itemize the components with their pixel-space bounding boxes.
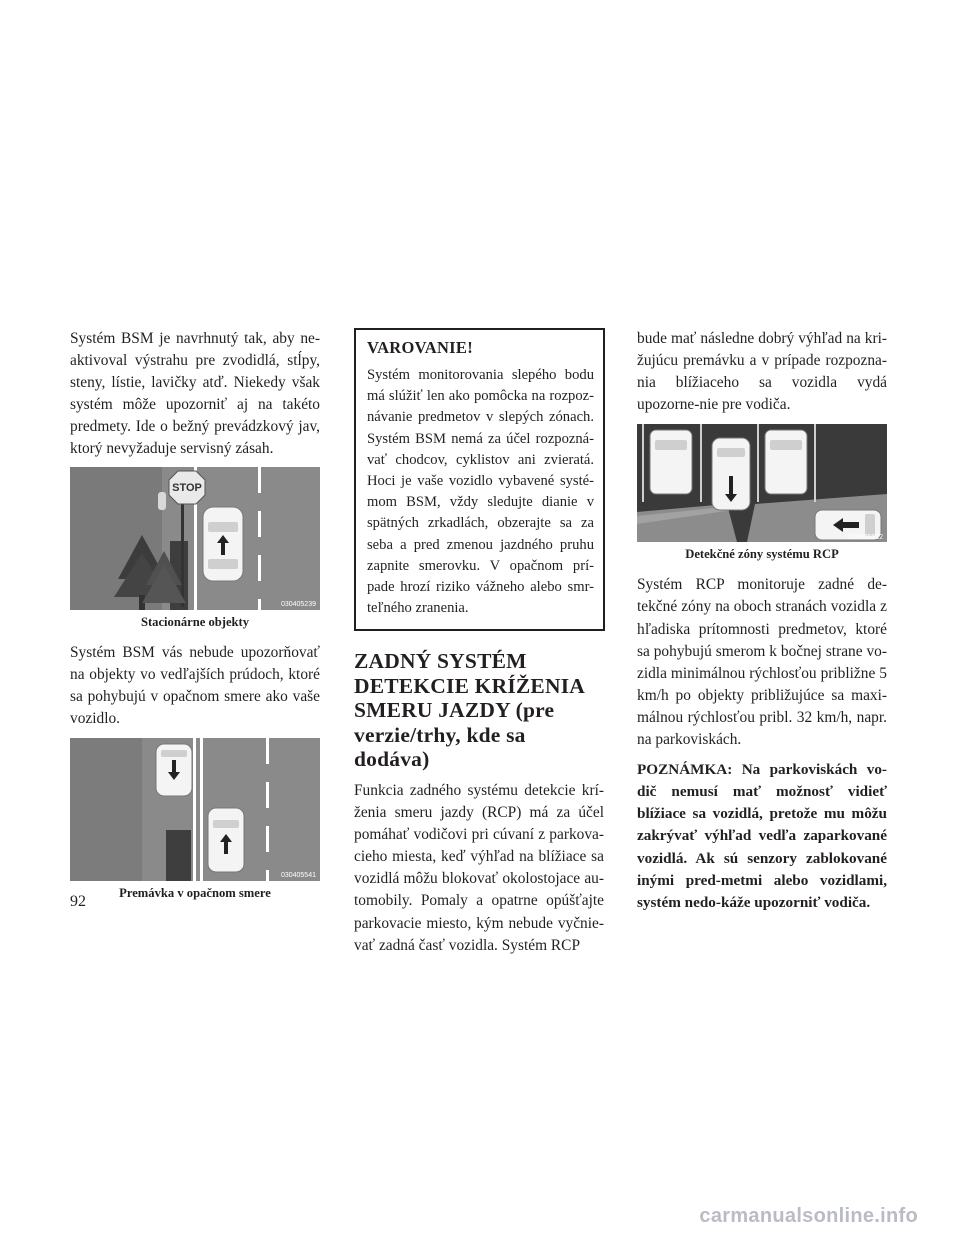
stop-sign-text: STOP	[172, 481, 202, 494]
figure-rcp-zones	[637, 424, 887, 562]
figure1-caption: Stacionárne objekty	[140, 614, 250, 629]
figure-stationary-objects	[70, 467, 320, 630]
figure-opposite-traffic	[70, 738, 320, 901]
stationary-objects-illustration	[70, 467, 320, 610]
figure1-id: 030405239	[280, 600, 316, 608]
column-middle	[354, 328, 604, 957]
paragraph-rcp-continuation: bude mať následne dobrý výhľad na kri-žujúcu premávku a v prípade rozpozna-nia blížiaceho sa vozidla vydá upozorne-nie pre vodiča.	[637, 330, 887, 414]
paragraph-bsm-false-alerts: Systém BSM je navrhnutý tak, aby ne-aktivoval výstrahu pre zvodidlá, stĺpy, steny, lístie, lavičky atď. Niekedy však systém môže upozorniť aj na takéto predmety. Ide o bežný prevádzkový jav, ktorý nevyžaduje servisný zásah.	[70, 330, 320, 458]
note-paragraph: POZNÁMKA: Na parkoviskách vo-dič nemusí mať možnosť vidieť blížiace sa vozidlá, pretože mu môžu zakrývať výhľad vedľa zaparkované vozidlá. Ak sú senzory zablokované inými pred-metmi alebo vozidlami, systém nedo-káže upozorniť vodiča.	[637, 761, 887, 911]
section-heading	[354, 649, 604, 772]
column-right	[637, 328, 887, 914]
figure3-id: 030405522	[847, 534, 883, 542]
section-heading-main: ZADNÝ SYSTÉM DETEKCIE KRÍŽENIA SMERU JAZDY (pre	[354, 649, 584, 723]
figure3-caption: Detekčné zóny systému RCP	[685, 547, 839, 562]
column-left	[70, 328, 320, 913]
warning-text: Systém monitorovania slepého bodu má slúžiť len ako pomôcka na rozpoz-návanie predmetov v slepých zónach. Systém BSM nemá za účel rozpozná-vať chodcov, cyklistov ani zvieratá. Hoci je vaše vozidlo vybavené systé-mom BSM, vždy sledujte dianie v spätných zrkadlách, obzerajte sa za seba a pred zmenou jazdného pruhu zapnite smerovku. V opačnom prí-pade hrozí riziko vážneho alebo smr-teľného zranenia.	[367, 367, 594, 617]
page-number: 92	[70, 893, 86, 910]
footer-watermark: carmanualsonline.info	[699, 1205, 918, 1227]
rcp-zones-illustration	[637, 424, 887, 542]
figure2-id: 030405541	[280, 871, 316, 879]
figure2-caption: Premávka v opačnom smere	[119, 885, 271, 900]
paragraph-rcp-zones: Systém RCP monitoruje zadné de-tekčné zóny na oboch stranách vozidla z hľadiska prítomnosti predmetov, ktoré sa pohybujú smerom k bočnej strane vo-zidla minimálnou rýchlosťou približne 5 km/h po objekty približujúce sa maxi-málnou rýchlosťou pribl. 32 km/h, napr. na parkoviskách.	[637, 576, 887, 749]
opposite-traffic-illustration	[70, 738, 320, 881]
paragraph-rcp-intro: Funkcia zadného systému detekcie krí-ženia smeru jazdy (RCP) má za účel pomáhať vodičovi pri cúvaní z parkova-cieho miesta, keď výhľad na blížiace sa vozidlá môžu blokovať okolostojace au-tomobily. Pomaly a opatrne opúšťajte parkovacie miesto, kým nebude vyčnie-vať zadná časť vozidla. Systém RCP	[354, 781, 604, 954]
paragraph-bsm-opposite-traffic: Systém BSM vás nebude upozorňovať na objekty vo vedľajších prúdoch, ktoré sa pohybujú v opačnom smere ako vaše vozidlo.	[70, 643, 320, 727]
section-heading-sub: verzie/trhy, kde sa dodáva)	[354, 722, 526, 772]
warning-title: VAROVANIE!	[367, 338, 473, 357]
warning-box	[354, 328, 605, 631]
